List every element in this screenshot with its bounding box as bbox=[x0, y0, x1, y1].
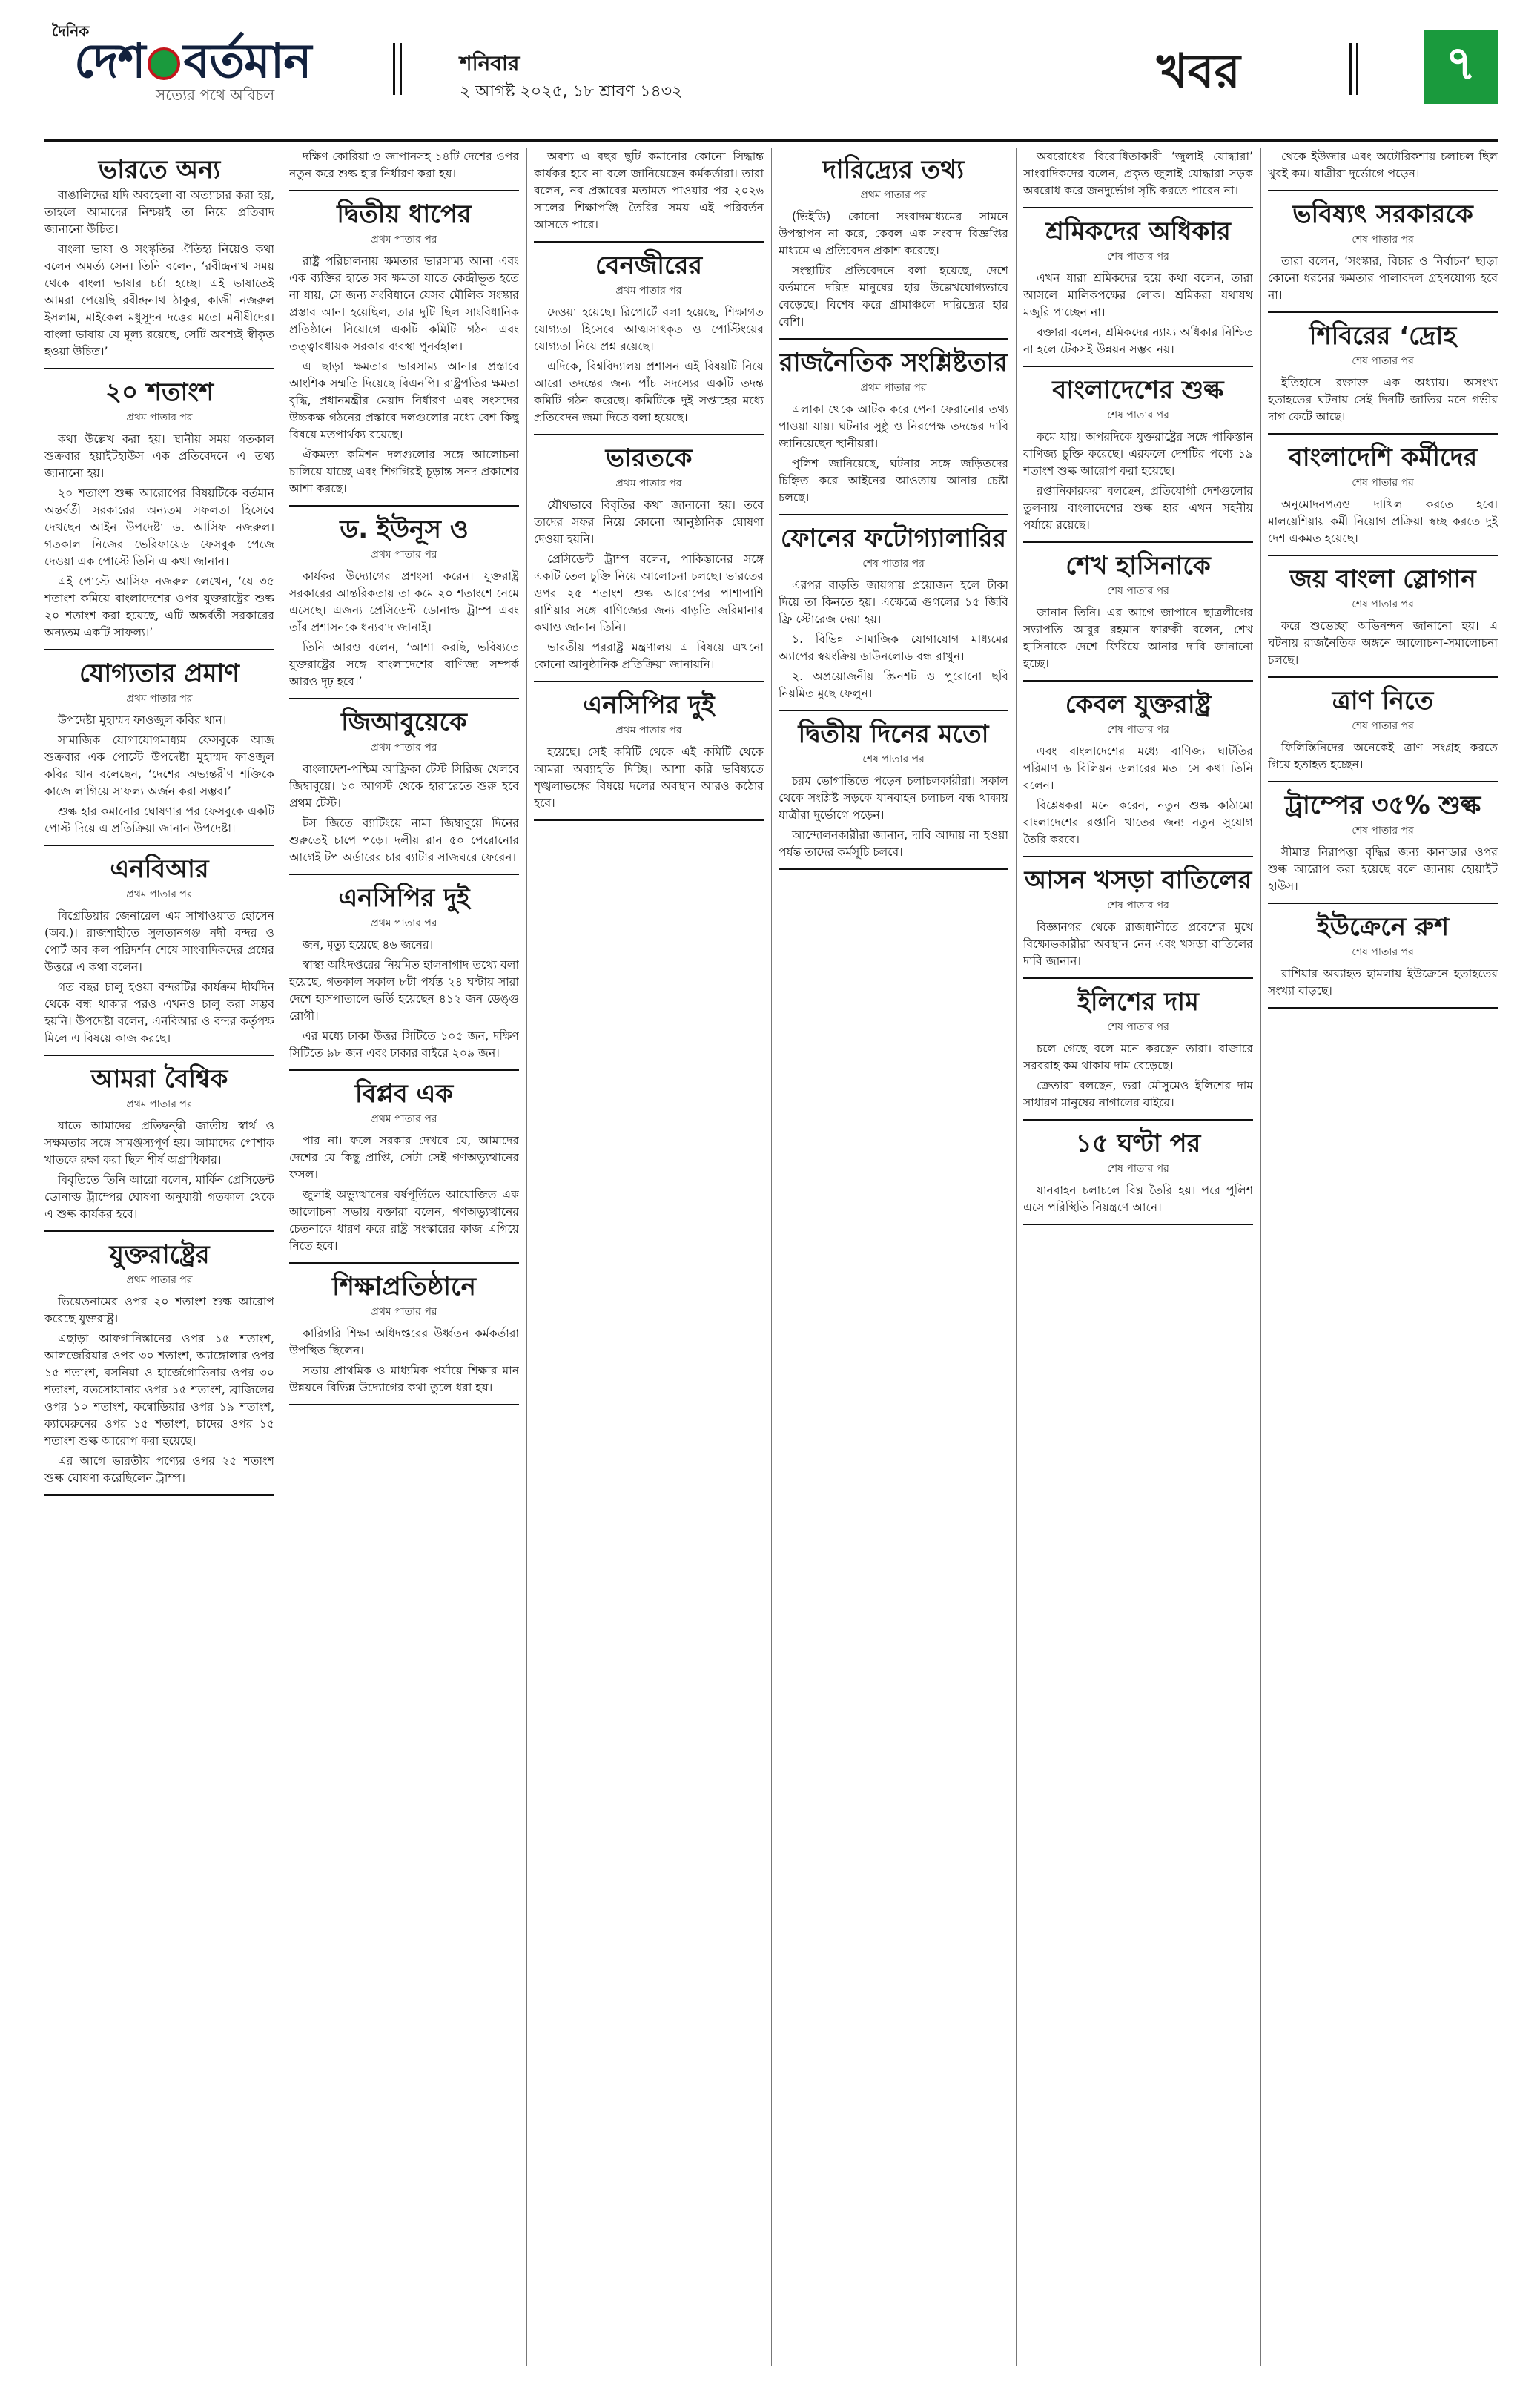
article-divider bbox=[1268, 1007, 1498, 1009]
column-separator bbox=[526, 148, 527, 2366]
article-headline[interactable]: এনসিপির দুই bbox=[583, 690, 715, 720]
column-separator bbox=[1016, 148, 1017, 2366]
article-divider bbox=[44, 1055, 274, 1056]
article-divider bbox=[779, 868, 1008, 870]
article-divider bbox=[44, 649, 274, 650]
masthead-divider bbox=[393, 43, 402, 95]
article-headline[interactable]: ভারতকে bbox=[605, 443, 693, 473]
article-headline[interactable]: ভারতে অন্য bbox=[98, 155, 221, 185]
article bbox=[44, 1239, 274, 1496]
article-paragraph: বক্তারা বলেন, শ্রমিকদের ন্যায্য অধিকার নিশ্চিত না হলে টেকসই উন্নয়ন সম্ভব নয়। bbox=[1023, 326, 1253, 356]
article-divider bbox=[534, 241, 764, 243]
article-headline[interactable]: বাংলাদেশি কর্মীদের bbox=[1288, 443, 1478, 472]
continued-label: প্রথম পাতার পর bbox=[371, 1306, 437, 1318]
article-paragraph: ২০ শতাংশ শুল্ক আরোপের বিষয়টিকে বর্তমান অন্তর্বর্তী সরকারের অন্যতম সফলতা হিসেবে দেখছেন আইন উপদেষ্টা ড. আসিফ নজরুল। গতকাল নিজের ভেরিফায়েড ফেসবুক পেজে দেওয়া এক পোস্টে তিনি এ কথা জানান। bbox=[44, 486, 274, 568]
article-divider bbox=[289, 505, 519, 507]
article-paragraph: চলে গেছে বলে মনে করছেন তারা। বাজারে সরবরাহ কম থাকায় দাম বেড়েছে। bbox=[1023, 1042, 1253, 1072]
article bbox=[779, 719, 1008, 870]
continued-label: প্রথম পাতার পর bbox=[126, 1274, 193, 1286]
article-headline[interactable]: বিপ্লব এক bbox=[354, 1079, 454, 1109]
continued-label: শেষ পাতার পর bbox=[862, 558, 925, 570]
article-headline[interactable]: দারিদ্র্যের তথ্য bbox=[822, 155, 965, 185]
article-divider bbox=[1268, 555, 1498, 556]
article-paragraph: শুল্ক হার কমানোর ঘোষণার পর ফেসবুকে একটি পোস্ট দিয়ে এ প্রতিক্রিয়া জানান উপদেষ্টা। bbox=[44, 805, 274, 835]
article-paragraph: ঐকমত্য কমিশন দলগুলোর সঙ্গে আলোচনা চালিয়ে যাচ্ছে এবং শিগগিরই চূড়ান্ত সনদ প্রকাশের আশা করছে। bbox=[289, 448, 519, 495]
issue-date: ২ আগষ্ট ২০২৫, ১৮ শ্রাবণ ১৪৩২ bbox=[460, 82, 683, 101]
article-headline[interactable]: এনবিআর bbox=[110, 854, 209, 884]
continued-label: প্রথম পাতার পর bbox=[126, 1098, 193, 1110]
article-paragraph: অবশ্য এ বছর ছুটি কমানোর কোনো সিদ্ধান্ত কার্যকর হবে না বলে জানিয়েছেন কর্মকর্তারা। তারা বলেন, নব প্রস্তাবের মতামত পাওয়ার পর ২০২৬ সালের শিক্ষাপঞ্জি তৈরির সময় এই পরিবর্তন আসতে পারে। bbox=[534, 150, 764, 231]
continued-label: শেষ পাতার পর bbox=[1107, 251, 1169, 263]
article-paragraph: পার না। ফলে সরকার দেখবে যে, আমাদের দেশের যে কিছু প্রাপ্তি, সেটা সেই গণঅভ্যুত্থানের ফসল। bbox=[289, 1134, 519, 1181]
article-column bbox=[1268, 148, 1498, 2366]
article-paragraph: টস জিতে ব্যাটিংয়ে নামা জিম্বাবুয়ে দিনের শুরুতেই চাপে পড়ে। দলীয় রান ৫০ পেরোনোর আগেই টপ অর্ডারের চার ব্যাটার সাজঘরে ফেরেন। bbox=[289, 817, 519, 864]
top-rule bbox=[44, 139, 1498, 142]
article-divider bbox=[1268, 676, 1498, 678]
article-headline[interactable]: ত্রাণ নিতে bbox=[1332, 686, 1434, 716]
article-paragraph: থেকে ইউজার এবং অটোরিকশায় চলাচল ছিল খুবই কম। যাত্রীরা দুর্ভোগে পড়েন। bbox=[1268, 150, 1498, 180]
page-number: ৭ bbox=[1424, 30, 1498, 104]
article-paragraph: জুলাই অভ্যুত্থানের বর্ষপূর্তিতে আয়োজিত এক আলোচনা সভায় বক্তারা বলেন, গণঅভ্যুত্থানের চেতনাকে ধারণ করে রাষ্ট্র সংস্কারের কাজ এগিয়ে নিতে হবে। bbox=[289, 1188, 519, 1253]
article bbox=[44, 1063, 274, 1232]
article-column bbox=[289, 148, 519, 2366]
article-headline[interactable]: যুক্তরাষ্ট্রের bbox=[109, 1240, 210, 1270]
article-paragraph: বাঙালিদের যদি অবহেলা বা অত্যাচার করা হয়, তাহলে আমাদের নিশ্চয়ই তা নিয়ে প্রতিবাদ জানানো উচিত। bbox=[44, 188, 274, 236]
article-headline[interactable]: বেনজীরের bbox=[595, 251, 703, 280]
article bbox=[534, 443, 764, 682]
article bbox=[779, 523, 1008, 711]
article-divider bbox=[779, 710, 1008, 711]
continued-label: প্রথম পাতার পর bbox=[371, 234, 437, 245]
article-divider bbox=[1023, 856, 1253, 857]
article bbox=[1268, 148, 1498, 191]
article-divider bbox=[289, 1262, 519, 1264]
tagline: সত্যের পথে অবিচল bbox=[156, 86, 275, 104]
article bbox=[44, 377, 274, 650]
logo-emblem-icon bbox=[148, 47, 180, 80]
article bbox=[779, 154, 1008, 340]
article bbox=[289, 1271, 519, 1405]
article bbox=[1268, 442, 1498, 556]
article bbox=[289, 883, 519, 1071]
masthead bbox=[44, 21, 1498, 116]
article bbox=[1023, 865, 1253, 979]
article-column bbox=[534, 148, 764, 2366]
article-paragraph: এর আগে ভারতীয় পণ্যের ওপর ২৫ শতাংশ শুল্ক ঘোষণা করেছিলেন ট্রাম্প। bbox=[44, 1454, 274, 1485]
article-column bbox=[1023, 148, 1253, 2366]
article bbox=[1023, 375, 1253, 543]
article-headline[interactable]: ভবিষ্যৎ সরকারকে bbox=[1292, 199, 1473, 229]
continued-label: শেষ পাতার পর bbox=[1107, 724, 1169, 736]
article-headline[interactable]: শিবিরের ‘দ্রোহ bbox=[1309, 321, 1457, 351]
column-separator bbox=[771, 148, 772, 2366]
article-divider bbox=[534, 819, 764, 821]
article-paragraph: সীমান্ত নিরাপত্তা বৃদ্ধির জন্য কানাডার ওপর শুল্ক আরোপ করা হয়েছে বলে জানায় হোয়াইট হাউস। bbox=[1268, 845, 1498, 893]
article-divider bbox=[289, 1404, 519, 1405]
article-divider bbox=[534, 681, 764, 682]
continued-label: প্রথম পাতার পর bbox=[860, 382, 927, 394]
article-paragraph: বিগ্রেডিয়ার জেনারেল এম সাখাওয়াত হোসেন (অব.)। রাজশাহীতে সুলতানগঞ্জ নদী বন্দর ও পোর্ট অব কল পরিদর্শন শেষে সাংবাদিকদের প্রশ্নের উত্তরে এ কথা বলেন। bbox=[44, 909, 274, 974]
article-paragraph: জন, মৃত্যু হয়েছে ৪৬ জনের। bbox=[303, 938, 434, 951]
article-paragraph: তারা বলেন, ‘সংস্কার, বিচার ও নির্বাচন’ ছাড়া কোনো ধরনের ক্ষমতার পালাবদল গ্রহণযোগ্য হবে না। bbox=[1268, 254, 1498, 302]
article bbox=[1268, 911, 1498, 1009]
continued-label: শেষ পাতার পর bbox=[1352, 598, 1414, 610]
article-divider bbox=[289, 190, 519, 191]
article-divider bbox=[1023, 207, 1253, 208]
article-paragraph: সংস্থাটির প্রতিবেদনে বলা হয়েছে, দেশে বর্তমানে দরিদ্র মানুষের হার উল্লেখযোগ্যভাবে বেড়েছে। বিশেষ করে গ্রামাঞ্চলে দারিদ্র্যের হার বেশি। bbox=[779, 264, 1008, 329]
article bbox=[534, 690, 764, 821]
article-paragraph: ভারতীয় পররাষ্ট্র মন্ত্রণালয় এ বিষয়ে এখনো কোনো আনুষ্ঠানিক প্রতিক্রিয়া জানায়নি। bbox=[534, 641, 764, 671]
continued-label: প্রথম পাতার পর bbox=[126, 412, 193, 423]
article-headline[interactable]: ইউক্রেনে রুশ bbox=[1316, 912, 1450, 942]
article bbox=[289, 199, 519, 507]
article-headline[interactable]: ১৫ ঘণ্টা পর bbox=[1075, 1129, 1201, 1158]
article-headline[interactable]: ফোনের ফটোগ্যালারির bbox=[780, 524, 1007, 553]
article-paragraph: গত বছর চালু হওয়া বন্দরটির কার্যক্রম দীর্ঘদিন থেকে বন্ধ থাকার পরও এখনও চালু করা সম্ভব হয়নি। উপদেষ্টা বলেন, এনবিআর ও বন্দর কর্তৃপক্ষ মিলে এ বিষয়ে কাজ করছে। bbox=[44, 980, 274, 1045]
article-paragraph: এর মধ্যে ঢাকা উত্তর সিটিতে ১০৫ জন, দক্ষিণ সিটিতে ৯৮ জন এবং ঢাকার বাইরে ২০৯ জন। bbox=[289, 1029, 519, 1060]
article-paragraph: কথা উল্লেখ করা হয়। স্থানীয় সময় গতকাল শুক্রবার হয়াইটহাউস এক প্রতিবেদনে এ তথ্য জানানো হয়। bbox=[44, 432, 274, 480]
article-headline[interactable]: ইলিশের দাম bbox=[1077, 987, 1199, 1017]
article-headline[interactable]: দ্বিতীয় ধাপের bbox=[337, 199, 472, 229]
article bbox=[1023, 689, 1253, 857]
article-divider bbox=[44, 1494, 274, 1496]
article-headline[interactable]: শিক্ষাপ্রতিষ্ঠানে bbox=[332, 1272, 476, 1302]
column-separator bbox=[1260, 148, 1261, 2366]
article bbox=[289, 148, 519, 191]
article bbox=[289, 514, 519, 699]
article-paragraph: বাংলা ভাষা ও সংস্কৃতির ঐতিহ্য নিয়েও কথা বলেন অমর্ত্য সেন। তিনি বলেন, ‘রবীন্দ্রনাথ সময় থেকে বাংলা ভাষার চর্চা হচ্ছে। এই ভাষাতেই আমরা পেয়েছি রবীন্দ্রনাথ ঠাকুর, কাজী নজরুল ইসলাম, মাইকেল মধুসূদন দত্তের মতো মনীষীদের। বাংলা ভাষায় যে মূল্য রয়েছে, সেটি অবশ্যই স্বীকৃত হওয়া উচিত।’ bbox=[44, 243, 274, 358]
article-paragraph: কারিগরি শিক্ষা অধিদপ্তরের উর্ধ্বতন কর্মকর্তারা উপস্থিত ছিলেন। bbox=[289, 1327, 519, 1357]
masthead-divider bbox=[1349, 43, 1358, 95]
article bbox=[44, 854, 274, 1056]
continued-label: প্রথম পাতার পর bbox=[371, 917, 437, 929]
article-divider bbox=[44, 1230, 274, 1232]
article-paragraph: রাষ্ট্র পরিচালনায় ক্ষমতার ভারসাম্য আনা এবং এক ব্যক্তির হাতে সব ক্ষমতা যাতে কেন্দ্রীভূত হতে না যায়, সে জন্য সংবিধানে যেসব মৌলিক সংস্কার প্রস্তাব আনা হয়েছিল, তার দুটি ছিল সাংবিধানিক প্রতিষ্ঠানে নিয়োগে একটি কমিটি গঠন এবং তত্ত্বাবধায়ক সরকার ব্যবস্থা পুনর্বহাল। bbox=[289, 254, 519, 353]
article bbox=[44, 154, 274, 369]
article-paragraph: উপদেষ্টা মুহাম্মদ ফাওজুল কবির খান। bbox=[58, 713, 227, 727]
logo-top-text: দৈনিক bbox=[52, 22, 90, 40]
continued-label: প্রথম পাতার পর bbox=[126, 888, 193, 900]
article-divider bbox=[1023, 680, 1253, 682]
article-headline[interactable]: আসন খসড়া বাতিলের bbox=[1024, 865, 1252, 895]
article-headline[interactable]: ড. ইউনূস ও bbox=[340, 515, 469, 544]
continued-label: প্রথম পাতার পর bbox=[615, 478, 682, 489]
continued-label: প্রথম পাতার পর bbox=[371, 742, 437, 753]
article-paragraph: বিজ্ঞানগর থেকে রাজধানীতে প্রবেশের মুখে বিক্ষোভকারীরা অবস্থান নেন এবং খসড়া বাতিলের দাবি জানান। bbox=[1023, 920, 1253, 968]
continued-label: শেষ পাতার পর bbox=[1352, 234, 1414, 245]
article-paragraph: দক্ষিণ কোরিয়া ও জাপানসহ ১৪টি দেশের ওপর নতুন করে শুল্ক হার নির্ধারণ করা হয়। bbox=[289, 150, 519, 180]
article bbox=[44, 658, 274, 846]
article-headline[interactable]: যোগ্যতার প্রমাণ bbox=[79, 659, 239, 688]
article-column bbox=[779, 148, 1008, 2366]
article-paragraph: কার্যকর উদ্যোগের প্রশংসা করেন। যুক্তরাষ্ট্র সরকারের আন্তরিকতায় তা কমে ২০ শতাংশে নেমে এসেছে। এজন্য প্রেসিডেন্ট ডোনাল্ড ট্রাম্প এবং তাঁর প্রশাসনকে ধন্যবাদ জানাই। bbox=[289, 570, 519, 634]
article-paragraph: যাতে আমাদের প্রতিদ্বন্দ্বী জাতীয় স্বার্থ ও সক্ষমতার সঙ্গে সামঞ্জস্যপূর্ণ হয়। আমাদের পোশাক খাতকে রক্ষা করা ছিল শীর্ষ অগ্রাধিকার। bbox=[44, 1119, 274, 1167]
article bbox=[1023, 216, 1253, 367]
continued-label: প্রথম পাতার পর bbox=[615, 285, 682, 297]
article-paragraph: বাংলাদেশ-পশ্চিম আফ্রিকা টেস্ট সিরিজ খেলবে জিম্বাবুয়ে। ১০ আগস্ট থেকে হারারেতে শুরু হবে প্রথম টেস্ট। bbox=[289, 762, 519, 810]
article-paragraph: এবং বাংলাদেশের মধ্যে বাণিজ্য ঘাটতির পরিমাণ ৬ বিলিয়ন ডলারের মত। সে কথা তিনি বলেন। bbox=[1023, 745, 1253, 792]
article bbox=[1023, 550, 1253, 682]
article-headline[interactable]: ট্রাম্পের ৩৫% শুল্ক bbox=[1284, 791, 1481, 820]
article-headline[interactable]: ২০ শতাংশ bbox=[105, 377, 214, 407]
article-divider bbox=[44, 368, 274, 369]
article-paragraph: বিশ্লেষকরা মনে করেন, নতুন শুল্ক কাঠামো বাংলাদেশের রপ্তানি খাতের জন্য নতুন সুযোগ তৈরি করবে। bbox=[1023, 799, 1253, 846]
article-paragraph: এখন যারা শ্রমিকদের হয়ে কথা বলেন, তারা আসলে মালিকপক্ষের লোক। শ্রমিকরা যথাযথ মজুরি পাচ্ছেন না। bbox=[1023, 271, 1253, 319]
article-paragraph: তিনি আরও বলেন, ‘আশা করছি, ভবিষ্যতে যুক্তরাষ্ট্রের সঙ্গে বাংলাদেশের বাণিজ্য সম্পর্ক আরও দৃঢ় হবে।’ bbox=[289, 641, 519, 688]
article-paragraph: প্রেসিডেন্ট ট্রাম্প বলেন, পাকিস্তানের সঙ্গে একটি তেল চুক্তি নিয়ে আলোচনা চলছে। ভারতের ওপর ২৫ শতাংশ শুল্ক আরোপের পাশাপাশি রাশিয়ার সঙ্গে বাণিজ্যের জন্য বাড়তি জরিমানার কথাও জানান তিনি। bbox=[534, 553, 764, 634]
article bbox=[289, 707, 519, 875]
article-divider bbox=[1268, 903, 1498, 904]
article-paragraph: এ ছাড়া ক্ষমতার ভারসাম্য আনার প্রস্তাবে আংশিক সম্মতি দিয়েছে বিএনপি। রাষ্ট্রপতির ক্ষমতা বৃদ্ধি, প্রধানমন্ত্রীর মেয়াদ নির্ধারণ এবং সংসদের উচ্চকক্ষ গঠনের প্রস্তাবে দলগুলোর মধ্যে বেশ কিছু বিষয়ে মতপার্থক্য রয়েছে। bbox=[289, 360, 519, 441]
article-headline[interactable]: জয় বাংলা স্লোগান bbox=[1289, 564, 1476, 594]
article-paragraph: সামাজিক যোগাযোগমাধ্যম ফেসবুকে আজ শুক্রবার এক পোস্টে উপদেষ্টা মুহাম্মদ ফাওজুল কবির খান বলেছেন, ‘দেশের অভ্যন্তরীণ শক্তিকে কাজে লাগিয়ে সাফল্য অর্জন করা সম্ভব।’ bbox=[44, 733, 274, 798]
article bbox=[534, 250, 764, 435]
article-paragraph: জানান তিনি। এর আগে জাপানে ছাত্রলীগের সভাপতি আবুর রহমান ফারুকী বলেন, শেখ হাসিনাকে দেশে ফিরিয়ে আনার দাবি জানানো হচ্ছে। bbox=[1023, 606, 1253, 670]
article bbox=[534, 148, 764, 243]
article-paragraph: এলাকা থেকে আটক করে পেনা ফেরানোর তথ্য পাওয়া যায়। ঘটনার সুষ্ঠু ও নিরপেক্ষ তদন্তের দাবি জানিয়েছেন স্থানীয়রা। bbox=[779, 403, 1008, 450]
article-divider bbox=[779, 338, 1008, 340]
article-paragraph: ফিলিস্তিনিদের অনেকেই ত্রাণ সংগ্রহ করতে গিয়ে হতাহত হচ্ছেন। bbox=[1268, 741, 1498, 771]
article-paragraph: ১. বিভিন্ন সামাজিক যোগাযোগ মাধ্যমের অ্যাপের স্বয়ংক্রিয় ডাউনলোড বন্ধ রাখুন। bbox=[779, 633, 1008, 663]
article-paragraph: এই পোস্টে আসিফ নজরুল লেখেন, ‘যে ৩৫ শতাংশ কমিয়ে বাংলাদেশের ওপর যুক্তরাষ্ট্রের শুল্ক ২০ শতাংশ করা হয়েছে, এটি অন্তর্বর্তী সরকারের অন্যতম একটি সাফল্য।’ bbox=[44, 575, 274, 639]
continued-label: শেষ পাতার পর bbox=[1352, 825, 1414, 837]
article-paragraph: রপ্তানিকারকরা বলছেন, প্রতিযোগী দেশগুলোর তুলনায় বাংলাদেশের শুল্ক হার এখন সহনীয় পর্যায়ে রয়েছে। bbox=[1023, 484, 1253, 532]
continued-label: প্রথম পাতার পর bbox=[371, 549, 437, 561]
article-paragraph: ভিয়েতনামের ওপর ২০ শতাংশ শুল্ক আরোপ করেছে যুক্তরাষ্ট্র। bbox=[44, 1295, 274, 1325]
continued-label: শেষ পাতার পর bbox=[1352, 720, 1414, 732]
article-paragraph: স্বাস্থ্য অধিদপ্তরের নিয়মিত হালনাগাদ তথ্যে বলা হয়েছে, গতকাল সকাল ৮টা পর্যন্ত ২৪ ঘণ্টায় সারা দেশে হাসপাতালে ভর্তি হয়েছেন ৪১২ জন ডেঙ্গু রোগী। bbox=[289, 958, 519, 1023]
article bbox=[1268, 790, 1498, 904]
article-divider bbox=[779, 514, 1008, 515]
article-headline[interactable]: এনসিপির দুই bbox=[338, 883, 470, 913]
article-paragraph: এদিকে, বিশ্ববিদ্যালয় প্রশাসন এই বিষয়টি নিয়ে আরো তদন্তের জন্য পাঁচ সদস্যের একটি তদন্ত কমিটি গঠন করেছে। কমিটিকে দুই সপ্তাহের মধ্যে প্রতিবেদন জমা দিতে বলা হয়েছে। bbox=[534, 360, 764, 424]
article-paragraph: অনুমোদনপত্রও দাখিল করতে হবে। মালয়েশিয়ায় কর্মী নিয়োগ প্রক্রিয়া স্বচ্ছ করতে দুই দেশ একমত হয়েছে। bbox=[1268, 498, 1498, 545]
article bbox=[1268, 564, 1498, 678]
article-paragraph: ক্রেতারা বলছেন, ভরা মৌসুমেও ইলিশের দাম সাধারণ মানুষের নাগালের বাইরে। bbox=[1023, 1079, 1253, 1109]
article-divider bbox=[44, 845, 274, 846]
continued-label: প্রথম পাতার পর bbox=[615, 725, 682, 736]
logo-part1: দেশ bbox=[74, 34, 145, 89]
article-divider bbox=[1023, 541, 1253, 543]
article-headline[interactable]: কেবল যুক্তরাষ্ট্র bbox=[1065, 690, 1212, 719]
continued-label: শেষ পাতার পর bbox=[1107, 585, 1169, 597]
continued-label: প্রথম পাতার পর bbox=[371, 1113, 437, 1125]
article-paragraph: হয়েছে। সেই কমিটি থেকে এই কমিটি থেকে আমরা অব্যাহতি দিচ্ছি। আশা করি ভবিষ্যতে শৃঙ্খলাভঙ্গের বিষয়ে দলের অবস্থান আরও কঠোর হবে। bbox=[534, 745, 764, 810]
article-paragraph: চরম ভোগান্তিতে পড়েন চলাচলকারীরা। সকাল থেকে সংশ্লিষ্ট সড়কে যানবাহন চলাচল বন্ধ থাকায় যাত্রীরা দুর্ভোগে পড়েন। bbox=[779, 774, 1008, 822]
article-paragraph: কমে যায়। অপরদিকে যুক্তরাষ্ট্রের সঙ্গে পাকিস্তান বাণিজ্য চুক্তি করেছে। এরফলে দেশটির পণ্যে ১৯ শতাংশ শুল্ক আরোপ করা হয়েছে। bbox=[1023, 430, 1253, 478]
article-paragraph: যৌথভাবে বিবৃতির কথা জানানো হয়। তবে তাদের সফর নিয়ে কোনো আনুষ্ঠানিক ঘোষণা দেওয়া হয়নি। bbox=[534, 498, 764, 546]
article-divider bbox=[1023, 1119, 1253, 1121]
section-title: খবর bbox=[1157, 44, 1240, 99]
continued-label: শেষ পাতার পর bbox=[1107, 1021, 1169, 1033]
article-paragraph: সভায় প্রাথমিক ও মাধ্যমিক পর্যায়ে শিক্ষার মান উন্নয়নে বিভিন্ন উদ্যোগের কথা তুলে ধরা হয়। bbox=[289, 1364, 519, 1394]
continued-label: শেষ পাতার পর bbox=[1107, 409, 1169, 421]
continued-label: শেষ পাতার পর bbox=[1352, 355, 1414, 367]
article bbox=[1023, 1128, 1253, 1225]
article-headline[interactable]: দ্বিতীয় দিনের মতো bbox=[798, 719, 989, 749]
article bbox=[1268, 685, 1498, 782]
article-headline[interactable]: রাজনৈতিক সংশ্লিষ্টতার bbox=[779, 348, 1008, 377]
article bbox=[1023, 986, 1253, 1121]
article-paragraph: এরপর বাড়তি জায়গায় প্রয়োজন হলে টাকা দিয়ে তা কিনতে হয়। এক্ষেত্রে গুগলের ১৫ জিবি ফ্রি স্টোরেজ দেয়া হয়। bbox=[779, 578, 1008, 626]
article-headline[interactable]: শেখ হাসিনাকে bbox=[1065, 551, 1211, 581]
continued-label: শেষ পাতার পর bbox=[1352, 946, 1414, 958]
continued-label: প্রথম পাতার পর bbox=[126, 693, 193, 705]
article-paragraph: রাশিয়ার অব্যাহত হামলায় ইউক্রেনে হতাহতের সংখ্যা বাড়ছে। bbox=[1268, 967, 1498, 997]
article-headline[interactable]: জিআবুয়েকে bbox=[341, 708, 467, 737]
article-paragraph: অবরোধের বিরোধিতাকারী ‘জুলাই যোদ্ধারা’ সাংবাদিকদের বলেন, প্রকৃত জুলাই যোদ্ধারা সড়ক অবরোধ করে জনদুর্ভোগ সৃষ্টি করতে পারেন না। bbox=[1023, 150, 1253, 197]
article bbox=[779, 347, 1008, 515]
article bbox=[1268, 199, 1498, 313]
logo-part2: বর্তমান bbox=[183, 34, 311, 89]
issue-day: শনিবার bbox=[460, 51, 520, 76]
article-headline[interactable]: শ্রমিকদের অধিকার bbox=[1045, 217, 1231, 246]
article bbox=[1023, 148, 1253, 208]
article-paragraph: দেওয়া হয়েছে। রিপোর্টে বলা হয়েছে, শিক্ষাগত যোগ্যতা হিসেবে আত্মসাৎকৃত ও পোস্টিংয়ের যোগ্যতা নিয়ে প্রশ্ন রয়েছে। bbox=[534, 306, 764, 353]
article-divider bbox=[289, 698, 519, 699]
article-divider bbox=[534, 434, 764, 435]
article-paragraph: আন্দোলনকারীরা জানান, দাবি আদায় না হওয়া পর্যন্ত তাদের কর্মসূচি চলবে। bbox=[779, 828, 1008, 859]
article-paragraph: ইতিহাসে রক্তাক্ত এক অধ্যায়। অসংখ্য হতাহতের ঘটনায় সেই দিনটি জাতির মনে গভীর দাগ কেটে আছে। bbox=[1268, 376, 1498, 423]
continued-label: শেষ পাতার পর bbox=[1352, 477, 1414, 489]
article-divider bbox=[1268, 433, 1498, 435]
article-divider bbox=[1023, 977, 1253, 979]
article-column bbox=[44, 148, 274, 2366]
continued-label: শেষ পাতার পর bbox=[1107, 1163, 1169, 1175]
article-paragraph: বিবৃতিতে তিনি আরো বলেন, মার্কিন প্রেসিডেন্ট ডোনাল্ড ট্রাম্পের ঘোষণা অনুযায়ী গতকাল থেকে এ শুল্ক কার্যকর হবে। bbox=[44, 1173, 274, 1221]
article-headline[interactable]: বাংলাদেশের শুল্ক bbox=[1052, 375, 1224, 405]
article-divider bbox=[1023, 366, 1253, 367]
article-divider bbox=[1268, 311, 1498, 313]
article-divider bbox=[289, 874, 519, 875]
article-paragraph: করে শুভেচ্ছা অভিনন্দন জানানো হয়। এ ঘটনায় রাজনৈতিক অঙ্গনে আলোচনা-সমালোচনা চলছে। bbox=[1268, 619, 1498, 667]
article bbox=[1268, 320, 1498, 435]
continued-label: শেষ পাতার পর bbox=[862, 753, 925, 765]
article-paragraph: এছাড়া আফগানিস্তানের ওপর ১৫ শতাংশ, আলজেরিয়ার ওপর ৩০ শতাংশ, অ্যাঙ্গোলার ওপর ১৫ শতাংশ, বসনিয়া ও হার্জেগোভিনার ওপর ৩০ শতাংশ, বতসোয়ানার ওপর ১৫ শতাংশ, ব্রাজিলের ওপর ১০ শতাংশ, কম্বোডিয়ার ওপর ১৯ শতাংশ, ক্যামেরুনের ওপর ১৫ শতাংশ, চাদের ওপর ১৫ শতাংশ শুল্ক আরোপ করা হয়েছে। bbox=[44, 1332, 274, 1448]
continued-label: শেষ পাতার পর bbox=[1107, 900, 1169, 911]
article bbox=[289, 1078, 519, 1264]
article-divider bbox=[1268, 190, 1498, 191]
article-paragraph: যানবাহন চলাচলে বিঘ্ন তৈরি হয়। পরে পুলিশ এসে পরিস্থিতি নিয়ন্ত্রণে আনে। bbox=[1023, 1184, 1253, 1214]
article-paragraph: (ভিইডি) কোনো সংবাদমাধ্যমের সামনে উপস্থাপন না করে, কেবল এক সংবাদ বিজ্ঞপ্তির মাধ্যমে এ প্রতিবেদন প্রকাশ করেছে। bbox=[779, 210, 1008, 257]
article-paragraph: পুলিশ জানিয়েছে, ঘটনার সঙ্গে জড়িতদের চিহ্নিত করে আইনের আওতায় আনার চেষ্টা চলছে। bbox=[779, 457, 1008, 504]
article-headline[interactable]: আমরা বৈশ্বিক bbox=[90, 1064, 228, 1094]
continued-label: প্রথম পাতার পর bbox=[860, 189, 927, 201]
article-paragraph: ২. অপ্রয়োজনীয় স্ক্রিনশট ও পুরোনো ছবি নিয়মিত মুছে ফেলুন। bbox=[779, 670, 1008, 700]
article-divider bbox=[289, 1069, 519, 1071]
article-divider bbox=[1023, 1224, 1253, 1225]
article-divider bbox=[1268, 781, 1498, 782]
